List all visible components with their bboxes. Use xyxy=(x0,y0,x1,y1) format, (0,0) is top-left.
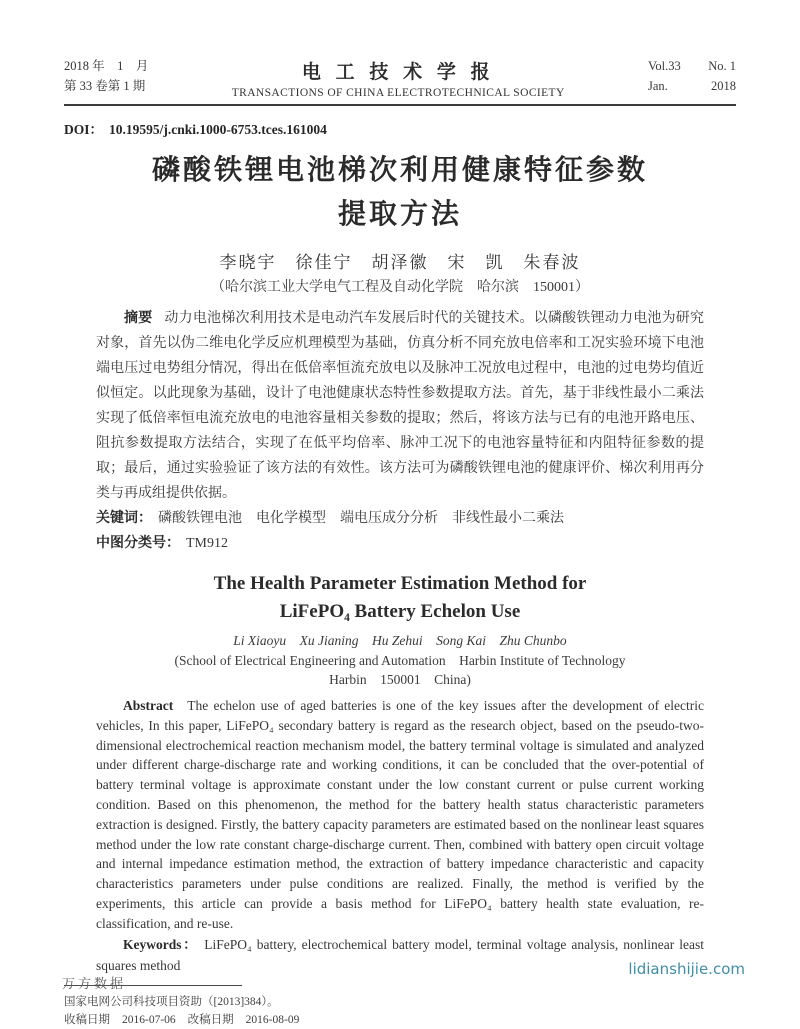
footnote xyxy=(64,985,736,1029)
journal-header-center xyxy=(148,56,648,99)
footnote-funding: 国家电网公司科技项目资助（[2013]384）。 xyxy=(64,995,279,1008)
received-date: 2016-07-06 xyxy=(122,1013,176,1026)
journal-date-cn: 2018 年 1 月 xyxy=(64,59,149,73)
abstract-en-paragraph xyxy=(96,696,704,934)
clc-label: 中图分类号： xyxy=(96,536,180,551)
journal-no: No. 1 xyxy=(708,59,736,73)
article-title-en xyxy=(64,570,736,626)
article-title-cn-line1: 磷酸铁锂电池梯次利用健康特征参数 xyxy=(151,153,648,186)
keywords-en-label: Keywords： xyxy=(123,936,199,952)
abstract-cn-text: 动力电池梯次利用技术是电动汽车发展后时代的关键技术。以磷酸铁锂动力电池为研究对象，首先以伪二维电化学反应机理模型为基础，仿真分析不同充放电倍率和工况实验环境下电池端电压过电势组分情况，得出在低倍率恒流充放电以及脉冲工况放电过程中，电池的过电势均值近似恒定。以此现象为基础，设计了电池健康状态特性参数提取方法。首先，基于非线性最小二乘法实现了低倍率恒电流充放电的电池容量相关参数的提取；然后，将该方法与已有的电池开路电压、阻抗参数提取方法结合，实现了在低平均倍率、脉冲工况下的电池容量特征和内阻特征参数的提取；最后，通过实验验证了该方法的有效性。该方法可为磷酸铁锂电池的健康评价、梯次利用再分类与再成组提供依据。 xyxy=(96,311,705,501)
journal-volume-row xyxy=(648,56,736,76)
revised-label: 改稿日期 xyxy=(187,1013,234,1026)
keywords-en-text: LiFePO₄ battery, electrochemical battery model, terminal voltage analysis, nonlinear least squares method xyxy=(96,936,704,973)
journal-title-cn: 电 工 技 术 学 报 xyxy=(301,62,495,83)
journal-year: 2018 xyxy=(711,79,736,93)
keywords-cn-label: 关键词： xyxy=(96,511,152,526)
doi-value: 10.19595/j.cnki.1000-6753.tces.161004 xyxy=(109,122,327,137)
doi-label: DOI： xyxy=(64,122,104,137)
abstract-en-text: The echelon use of aged batteries is one of the key issues after the development of electric vehicles, In this paper, LiFePO₄ secondary battery is regard as the research object, based on the pseudo-two-dimensional electrochemical reaction mechanism model, the battery terminal voltage is simulated and analyzed under different charge-discharge rate and working conditions, it can be concluded that the over-potential of battery terminal voltage is approximate constant under the low constant current or pulse current working condition. Based on this phenomenon, the method for the battery health status characteristic parameters extraction is designed. Firstly, the battery capacity parameters are estimated based on the nonlinear least squares method under the low rate constant charge-discharge current. Then, combined with battery open circuit voltage and internal impedance estimation method, the extraction of battery impedance characteristic and capacity characteristics parameters under pulse conditions are realized. Finally, the method is verified by the experiments, this article can provide a basis method for LiFePO₄ battery health state evaluation, re-classification, and re-use. xyxy=(96,698,704,931)
abstract-cn-paragraph xyxy=(96,306,704,506)
journal-header xyxy=(64,56,736,106)
revised-date: 2016-08-09 xyxy=(245,1013,300,1026)
keywords-cn-text: 磷酸铁锂电池 电化学模型 端电压成分分析 非线性最小二乘法 xyxy=(158,511,564,526)
received-label: 收稿日期 xyxy=(64,1013,110,1026)
journal-header-left xyxy=(64,56,148,99)
clc-value: TM912 xyxy=(186,536,228,551)
site-link[interactable]: lidianshijie.com xyxy=(628,960,745,978)
affiliation-cn: （哈尔滨工业大学电气工程及自动化学院 哈尔滨 150001） xyxy=(211,280,589,295)
affiliation-en-line2: Harbin 150001 China) xyxy=(329,672,471,687)
journal-title-en: TRANSACTIONS OF CHINA ELECTROTECHNICAL SOCIETY xyxy=(231,87,565,99)
journal-vol: Vol.33 xyxy=(648,59,681,73)
abstract-cn-label: 摘要 xyxy=(124,311,153,326)
journal-header-right xyxy=(648,56,736,99)
article-title-cn-line2: 提取方法 xyxy=(337,197,462,230)
article-title-cn xyxy=(64,148,736,236)
abstract-block-en xyxy=(96,696,704,976)
doi-line xyxy=(64,118,736,138)
affiliation-en-line1: (School of Electrical Engineering and Automation Harbin Institute of Technology xyxy=(174,653,626,668)
abstract-en-label: Abstract xyxy=(123,698,174,713)
keywords-en-line xyxy=(96,934,704,976)
abstract-block-cn xyxy=(96,306,704,556)
article-title-en-line2: LiFePO₄ Battery Echelon Use xyxy=(279,601,521,622)
authors-en: Li Xiaoyu Xu Jianing Hu Zehui Song Kai Zhu Chunbo xyxy=(233,633,567,648)
journal-issue-row xyxy=(648,76,736,96)
journal-issue-cn: 第 33 卷第 1 期 xyxy=(64,79,146,93)
footnote-dates xyxy=(64,1011,736,1029)
wanfang-watermark: 万方数据 xyxy=(62,976,127,991)
keywords-cn-line xyxy=(96,506,704,531)
authors-cn: 李晓宇 徐佳宁 胡泽徽 宋 凯 朱春波 xyxy=(219,253,581,272)
article-title-en-line1: The Health Parameter Estimation Method for xyxy=(213,573,587,594)
clc-line xyxy=(96,531,704,556)
journal-month: Jan. xyxy=(648,79,668,93)
